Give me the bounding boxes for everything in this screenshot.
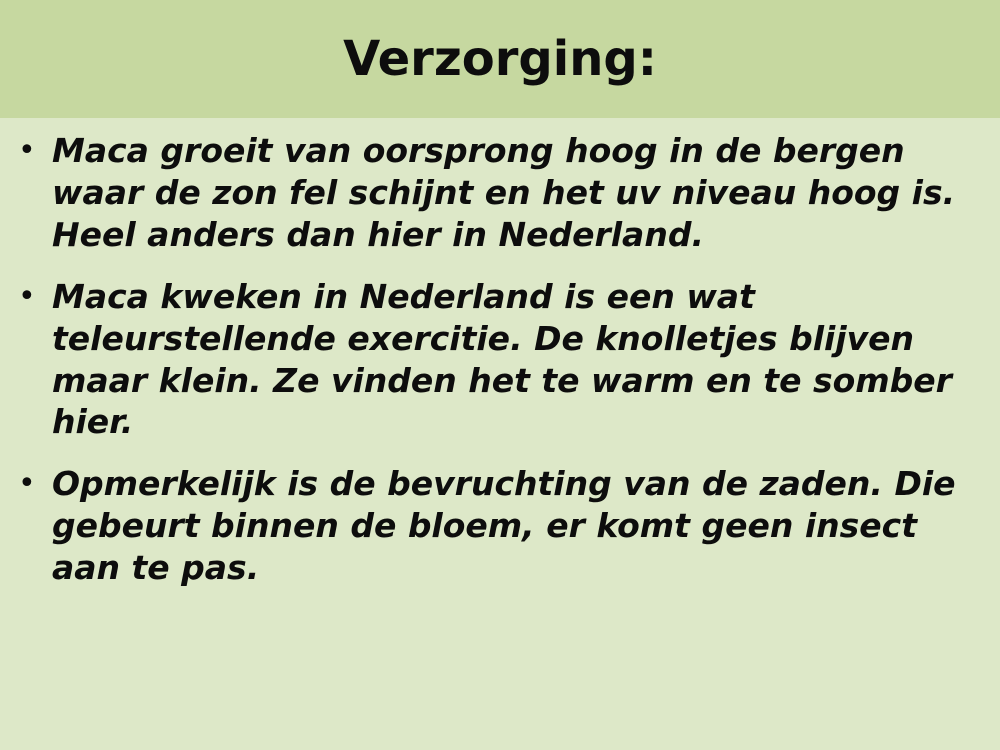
bullet-point-icon: •	[18, 278, 36, 314]
bullet-point-icon: •	[18, 133, 36, 168]
slide-title-band	[0, 0, 1000, 118]
list-item-text: Maca groeit van oorsprong hoog in de bergen waar de zon fel schijnt en het uv niveau hoog is. Heel anders dan hier in Nederland.	[52, 131, 956, 254]
list-item	[10, 276, 982, 444]
slide-body	[0, 118, 1000, 750]
list-item	[10, 463, 982, 589]
list-item	[10, 130, 982, 256]
bullet-point-icon: •	[18, 466, 36, 502]
bullet-list	[10, 130, 982, 589]
list-item-text: Maca kweken in Nederland is een wat teleurstellende exercitie. De knolletjes blijven maar klein. Ze vinden het te warm en te somber hier.	[52, 276, 952, 442]
page-title: Verzorging:	[343, 30, 657, 87]
list-item-text: Opmerkelijk is de bevruchting van de zaden. Die gebeurt binnen de bloem, er komt geen insect aan te pas.	[52, 464, 956, 588]
